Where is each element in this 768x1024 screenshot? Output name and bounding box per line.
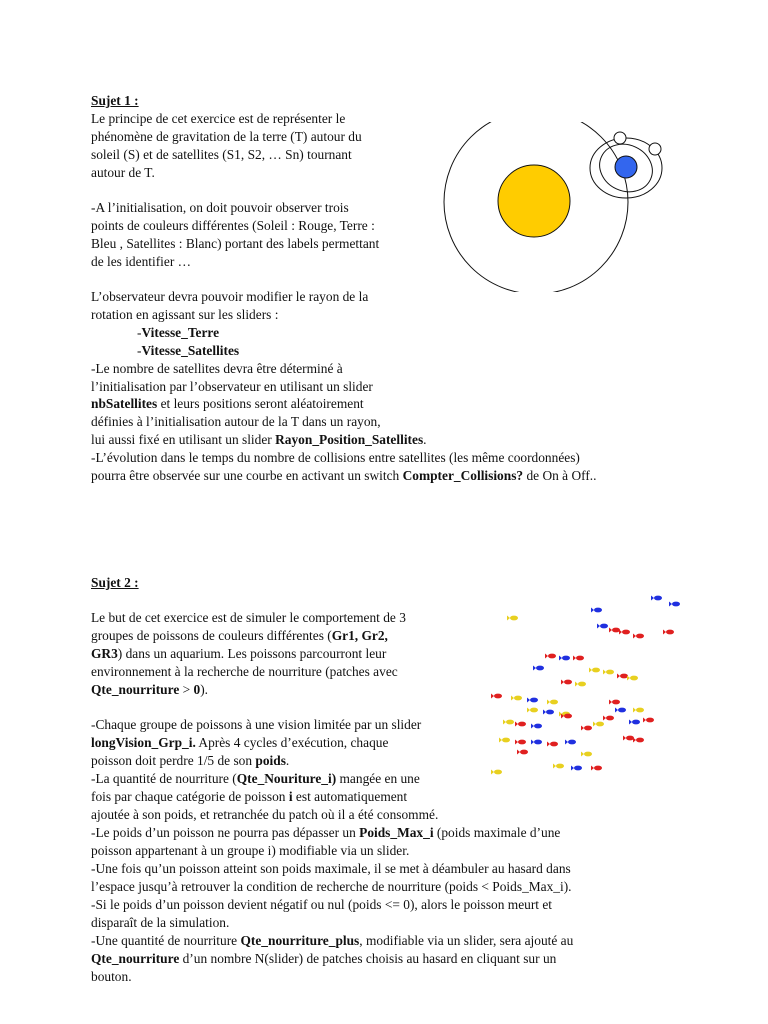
text: -Une quantité de nourriture: [91, 933, 241, 948]
text: et leurs positions seront aléatoirement: [157, 396, 364, 411]
fish-icon: [627, 676, 638, 681]
sujet1-p3-line: rotation en agissant sur les sliders :: [91, 307, 279, 322]
fish-icon: [491, 694, 502, 699]
bold-term: Qte_Nouriture_i): [236, 771, 337, 786]
sujet2-para-line: [91, 950, 556, 968]
bold-term: 0: [193, 682, 201, 697]
bold-term: Compter_Collisions?: [402, 468, 524, 483]
sujet2-para-line: [91, 932, 573, 950]
fish-icon: [581, 752, 592, 757]
sujet1-p4-line: l’initialisation par l’observateur en utilisant un slider: [91, 379, 373, 394]
satellite-circle: [649, 143, 661, 155]
fish-icon: [573, 656, 584, 661]
fish-icon: [533, 666, 544, 671]
sujet2-para-line: [91, 788, 407, 806]
sujet2-para-line: -Chaque groupe de poissons à une vision limitée par un slider: [91, 717, 422, 732]
fish-icon: [581, 726, 592, 731]
fish-icon: [561, 680, 572, 685]
sujet1-p3-line: L’observateur devra pouvoir modifier le rayon de la: [91, 289, 369, 304]
fish-icon: [609, 700, 620, 705]
sujet1-p1-line: soleil (S) et de satellites (S1, S2, … Sn) tournant: [91, 147, 352, 162]
text: , modifiable via un slider, sera ajouté au: [359, 933, 574, 948]
text: .: [423, 432, 427, 447]
text: d’un nombre N(slider) de patches choisis au hasard en cliquant sur un: [179, 951, 557, 966]
fish-icon: [511, 696, 522, 701]
sun-circle: [498, 165, 570, 237]
fish-icon: [603, 716, 614, 721]
text: de On à Off..: [523, 468, 597, 483]
fish-icon: [515, 722, 526, 727]
fish-icon: [603, 670, 614, 675]
sujet1-p1-line: autour de T.: [91, 165, 155, 180]
sujet2-para-line: l’espace jusqu’à retrouver la condition de recherche de nourriture (poids < Poids_Max_i).: [91, 879, 572, 894]
fish-icon: [589, 668, 600, 673]
orbit-diagram: [436, 122, 676, 292]
slider-vitesse-satellites: -Vitesse_Satellites: [137, 343, 240, 358]
fish-icon: [609, 628, 620, 633]
text: Après 4 cycles d’exécution, chaque: [195, 735, 389, 750]
fish-icon: [553, 764, 564, 769]
text: est automatiquement: [292, 789, 408, 804]
fish-icon: [517, 750, 528, 755]
bold-term: nbSatellites: [91, 396, 158, 411]
fish-icon: [545, 654, 556, 659]
text: -La quantité de nourriture (: [91, 771, 237, 786]
text: poisson doit perdre 1/5 de son: [91, 753, 256, 768]
fish-icon: [615, 708, 626, 713]
sujet2-para-line: [91, 681, 208, 699]
sujet2-para-line: disparaît de la simulation.: [91, 915, 230, 930]
fish-icon: [591, 766, 602, 771]
fish-icon: [619, 630, 630, 635]
fish-icon: [531, 724, 542, 729]
fish-icon: [623, 736, 634, 741]
fish-icon: [559, 656, 570, 661]
aquarium-illustration: [480, 592, 690, 792]
fish-icon: [629, 720, 640, 725]
fish-icon: [507, 616, 518, 621]
sujet2-para-line: Le but de cet exercice est de simuler le comportement de 3: [91, 610, 406, 625]
bold-term: Qte_nourriture: [91, 682, 180, 697]
sujet1-p4-line: [91, 395, 364, 413]
fish-icon: [547, 700, 558, 705]
sujet2-para-line: ajoutée à son poids, et retranchée du patch où il a été consommé.: [91, 807, 439, 822]
sujet2-para-line: environnement à la recherche de nourriture (patches avec: [91, 664, 398, 679]
slider-vitesse-terre: -Vitesse_Terre: [137, 325, 220, 340]
fish-icon: [543, 710, 554, 715]
fish-icon: [515, 740, 526, 745]
earth-circle: [615, 156, 637, 178]
text: .: [285, 753, 290, 768]
bold-term: Qte_nourriture: [91, 951, 180, 966]
sujet1-p5-line: -L’évolution dans le temps du nombre de collisions entre satellites (les même coordonnées): [91, 450, 580, 465]
sujet2-para-line: [91, 645, 386, 663]
sujet1-p2-line: -A l’initialisation, on doit pouvoir observer trois: [91, 200, 349, 215]
sujet1-p1-line: Le principe de cet exercice est de représenter le: [91, 111, 346, 126]
sujet2-para-line: poisson appartenant à un groupe i) modifiable via un slider.: [91, 843, 410, 858]
sujet1-p2-line: de les identifier …: [91, 254, 192, 269]
slider-name: Vitesse_Satellites: [141, 343, 240, 358]
text: -Le poids d’un poisson ne pourra pas dépasser un: [91, 825, 360, 840]
fish-icon: [531, 740, 542, 745]
text: pourra être observée sur une courbe en activant un switch: [91, 468, 403, 483]
sujet1-p2-line: points de couleurs différentes (Soleil : Rouge, Terre :: [91, 218, 375, 233]
sujet1-p2-line: Bleu , Satellites : Blanc) portant des labels permettant: [91, 236, 380, 251]
fish-icon: [643, 718, 654, 723]
sujet2-para-line: [91, 752, 289, 770]
sujet1-p4-line: définies à l’initialisation autour de la T dans un rayon,: [91, 414, 381, 429]
text: lui aussi fixé en utilisant un slider: [91, 432, 276, 447]
text: ).: [200, 682, 209, 697]
sujet1-p4-line: [91, 431, 427, 449]
fish-icon: [527, 698, 538, 703]
sujet2-para-line: [91, 734, 388, 752]
sujet2-para-line: bouton.: [91, 969, 132, 984]
bold-term: i: [288, 789, 293, 804]
fish-icon: [617, 674, 628, 679]
bold-term: Rayon_Position_Satellites: [275, 432, 424, 447]
text: ) dans un aquarium. Les poissons parcourront leur: [117, 646, 387, 661]
fish-icon: [633, 708, 644, 713]
text: (poids maximale d’une: [433, 825, 561, 840]
fish-icon: [547, 742, 558, 747]
text: >: [179, 682, 194, 697]
fish-icon: [527, 708, 538, 713]
fish-icon: [633, 634, 644, 639]
fish-icon: [597, 624, 608, 629]
sujet1-p4-line: -Le nombre de satellites devra être déterminé à: [91, 361, 343, 376]
text: groupes de poissons de couleurs différentes (: [91, 628, 332, 643]
fish-icon: [633, 738, 644, 743]
sujet1-p1-line: phénomène de gravitation de la terre (T) autour du: [91, 129, 362, 144]
bold-term: longVision_Grp_i.: [91, 735, 196, 750]
fish-icon: [503, 720, 514, 725]
text: mangée en une: [336, 771, 420, 786]
fish-icon: [491, 770, 502, 775]
fish-icon: [593, 722, 604, 727]
sujet1-title: Sujet 1 :: [91, 93, 139, 108]
sujet2-para-line: [91, 824, 560, 842]
fish-icon: [565, 740, 576, 745]
sujet2-title: Sujet 2 :: [91, 575, 139, 590]
bold-term: Gr1, Gr2,: [331, 628, 388, 643]
bold-term: Poids_Max_i: [359, 825, 434, 840]
bold-term: GR3: [91, 646, 118, 661]
fish-icon: [499, 738, 510, 743]
slider-name: Vitesse_Terre: [141, 325, 220, 340]
fish-icon: [575, 682, 586, 687]
bold-term: poids: [255, 753, 286, 768]
sujet2-para-line: -Si le poids d’un poisson devient négatif ou nul (poids <= 0), alors le poisson meurt et: [91, 897, 553, 912]
fish-icon: [651, 596, 662, 601]
fish-icon: [669, 602, 680, 607]
sujet2-para-line: [91, 627, 388, 645]
fish-icon: [663, 630, 674, 635]
satellite-circle: [614, 132, 626, 144]
sujet1-p5-line: [91, 467, 597, 485]
text: fois par chaque catégorie de poisson: [91, 789, 289, 804]
bold-term: Qte_nourriture_plus: [240, 933, 360, 948]
sujet2-para-line: [91, 770, 420, 788]
fish-icon: [571, 766, 582, 771]
fish-icon: [591, 608, 602, 613]
sujet2-para-line: -Une fois qu’un poisson atteint son poids maximale, il se met à déambuler au hasard dans: [91, 861, 571, 876]
